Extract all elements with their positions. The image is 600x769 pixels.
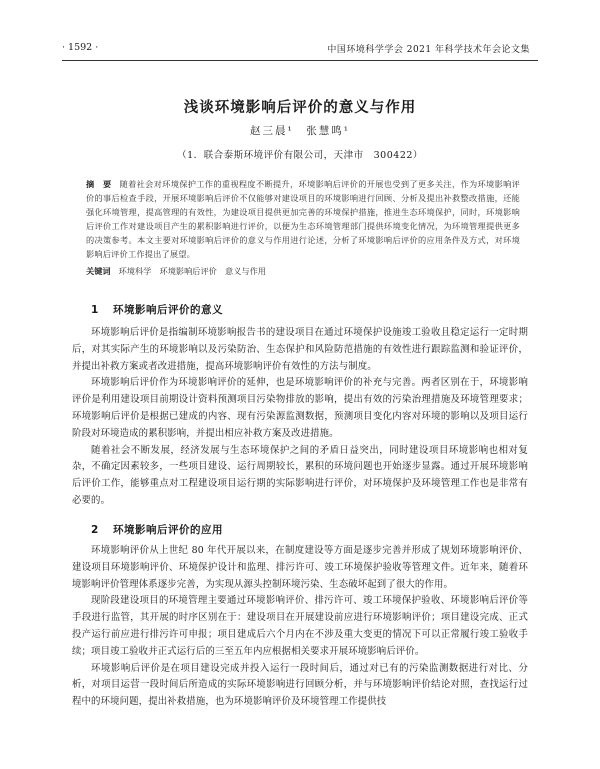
header-rule [62,60,538,61]
abstract-text: 随着社会对环境保护工作的重视程度不断提升，环境影响后评价的开展也受到了更多关注，作为环境影响评价的事后检查手段，开展环境影响后评价不仅能够对建设项目的环境影响进行回顾、分析及提出补救整改措施，还能强化环境管理，提高管理的有效性，为建设项目提供更加完善的环境保护措施，推进生态环境保护，同时，环境影响后评价工作对建设项目产生的累积影响进行评价，以便为生态环境管理部门提供环境变化情况，为环境管理提供更多的决策参考。本文主要对环境影响后评价的意义与作用进行论述，分析了环境影响后评价的应用条件及方式，对环境影响后评价工作提出了展望。 [86,179,520,260]
section-1-body [72,325,528,520]
running-head [62,42,530,58]
keywords [86,265,520,278]
section-title: 环境影响后评价的应用 [113,524,223,536]
section-number: 1 [91,304,99,316]
article-affiliation: （1．联合泰斯环境评价有限公司，天津市 300422） [177,150,423,161]
journal-name: 中国环境科学学会 2021 年科学技术年会论文集 [327,45,530,55]
paragraph: 环境影响后评价作为环境影响评价的延伸，也是环境影响评价的补充与完善。两者区别在于，环境影响评价是利用建设项目前期设计资料预测项目污染物排放的影响，提出有效的污染治理措施及环境管理要求；环境影响后评价是根据已建成的内容、现有污染源监测数据，预测项目变化内容对环境的影响以及项目运行阶段对环境造成的累积影响，并提出相应补救方案及改进措施。 [72,377,528,439]
section-heading-2 [91,522,223,537]
paragraph: 现阶段建设项目的环境管理主要通过环境影响评价、排污许可、竣工环境保护验收、环境影响后评价等手段进行监管，其开展的时序区别在于：建设项目在开展建设前应进行环境影响评价；项目建设完成、正式投产运行前应进行排污许可申报；项目建成后六个月内在不涉及重大变更的情况下可以正常履行竣工验收手续；项目竣工验收并正式运行后的三至五年内应根据相关要求开展环境影响后评价。 [72,595,528,657]
article-title: 浅谈环境影响后评价的意义与作用 [183,100,417,116]
keywords-text: 环境科学 环境影响后评价 意义与作用 [118,266,266,276]
paragraph: 环境影响后评价是在项目建设完成并投入运行一段时间后，通过对已有的污染监测数据进行对比、分析，对项目运营一段时间后所造成的实际环境影响进行回顾分析，并与环境影响评价结论对照，查找运行过程中的环境问题，提出补救措施，也为环境影响评价及环境管理工作提供技 [72,662,528,708]
section-heading-1 [91,302,223,317]
page-number: · 1592 · [62,42,99,53]
section-2-body [72,543,528,765]
paragraph: 环境影响后评价是指编制环境影响报告书的建设项目在通过环境保护设施竣工验收且稳定运行一定时期后，对其实际产生的环境影响以及污染防治、生态保护和风险防范措施的有效性进行跟踪监测和验证评价，并提出补救方案或者改进措施，提高环境影响评价有效性的方法与制度。 [72,327,528,372]
abstract [86,177,520,262]
paragraph: 环境影响评价从上世纪 80 年代开展以来，在制度建设等方面是逐步完善并形成了规划环境影响评价、建设项目环境影响评价、环境保护设计和监理、排污许可、竣工环境保护验收等管理文件。近年来，随着环境影响评价管理体系逐步完善，为实现从源头控制环境污染、生态破坏起到了很大的作用。 [72,545,528,590]
article-authors: 赵三晨¹ 张慧鸣¹ [250,125,350,137]
paragraph: 随着社会不断发展，经济发展与生态环境保护之间的矛盾日益突出，同时建设项目环境影响也相对复杂，不确定因素较多，一些项目建设、运行周期较长，累积的环境问题也开始逐步显露。通过开展环境影响后评价工作，能够重点对工程建设项目运行期的实际影响进行评价，对环境保护及环境管理工作也是非常有必要的。 [72,444,528,506]
keywords-label: 关键词 [86,266,111,276]
section-title: 环境影响后评价的意义 [113,304,223,316]
section-number: 2 [91,524,99,536]
abstract-label: 摘 要 [86,179,112,189]
